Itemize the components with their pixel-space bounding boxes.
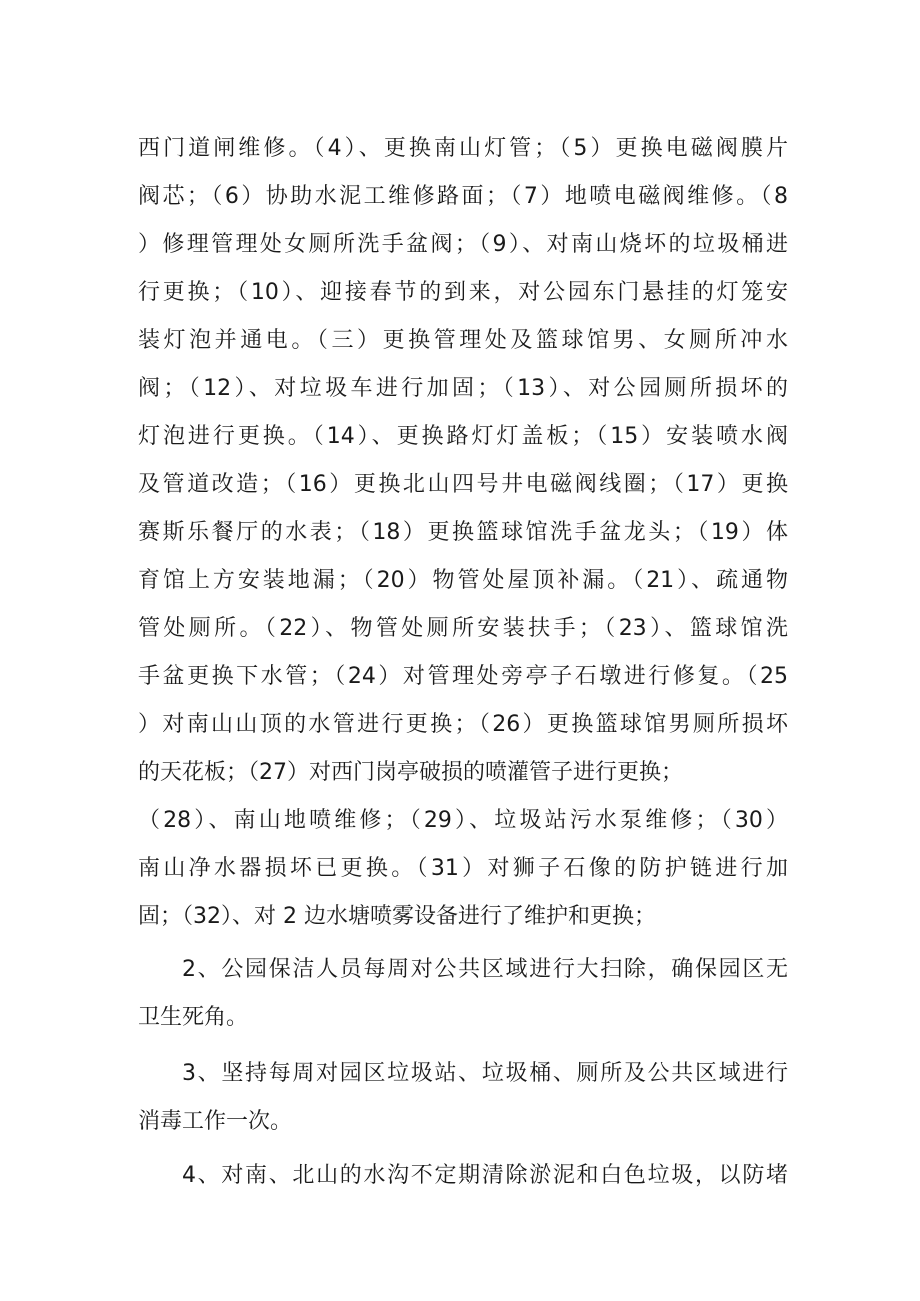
paragraph-4 <box>138 1152 788 1200</box>
maintenance-list <box>138 125 788 941</box>
text-line-3: ）修理管理处女厕所洗手盆阀；（9）、对南山烧坏的垃圾桶进 <box>138 232 788 257</box>
text-line-17: 固；（32）、对 2 边水塘喷雾设备进行了维护和更换； <box>138 904 656 929</box>
text-line-12: 手盆更换下水管；（24）对管理处旁亭子石墩进行修复。（25 <box>138 664 788 689</box>
paragraph-3-second-line: 消毒工作一次。 <box>138 1109 293 1134</box>
text-line-5: 装灯泡并通电。（三）更换管理处及篮球馆男、女厕所冲水 <box>138 328 788 353</box>
text-line-6: 阀；（12）、对垃圾车进行加固；（13）、对公园厕所损坏的 <box>138 376 788 401</box>
text-line-4: 行更换；（10）、迎接春节的到来，对公园东门悬挂的灯笼安 <box>138 280 788 305</box>
text-line-11: 管处厕所。（22）、物管处厕所安装扶手；（23）、篮球馆洗 <box>138 616 788 641</box>
paragraph-2 <box>138 946 788 1042</box>
text-line-2: 阀芯；（6）协助水泥工维修路面；（7）地喷电磁阀维修。（8 <box>138 184 788 209</box>
paragraph-3-first-line: 3、坚持每周对园区垃圾站、垃圾桶、厕所及公共区域进行 <box>182 1061 788 1086</box>
text-line-13: ）对南山山顶的水管进行更换；（26）更换篮球馆男厕所损坏 <box>138 712 788 737</box>
text-line-16: 南山净水器损坏已更换。（31）对狮子石像的防护链进行加 <box>138 856 788 881</box>
text-line-7: 灯泡进行更换。（14）、更换路灯灯盖板；（15）安装喷水阀 <box>138 424 788 449</box>
text-line-8: 及管道改造；（16）更换北山四号井电磁阀线圈；（17）更换 <box>138 472 788 497</box>
text-line-10: 育馆上方安装地漏；（20）物管处屋顶补漏。（21）、疏通物 <box>138 568 788 593</box>
paragraph-4-first-line: 4、对南、北山的水沟不定期清除淤泥和白色垃圾，以防堵 <box>182 1163 788 1188</box>
paragraph-2-first-line: 2、公园保洁人员每周对公共区域进行大扫除，确保园区无 <box>182 957 788 982</box>
text-line-15: （28）、南山地喷维修；（29）、垃圾站污水泵维修；（30） <box>138 808 788 833</box>
paragraph-3 <box>138 1050 788 1146</box>
text-line-1: 西门道闸维修。（4）、更换南山灯管；（5）更换电磁阀膜片 <box>138 136 788 161</box>
paragraph-2-second-line: 卫生死角。 <box>138 1005 249 1030</box>
text-line-14: 的天花板；（27）对西门岗亭破损的喷灌管子进行更换； <box>138 760 683 785</box>
text-line-9: 赛斯乐餐厅的水表；（18）更换篮球馆洗手盆龙头；（19）体 <box>138 520 788 545</box>
